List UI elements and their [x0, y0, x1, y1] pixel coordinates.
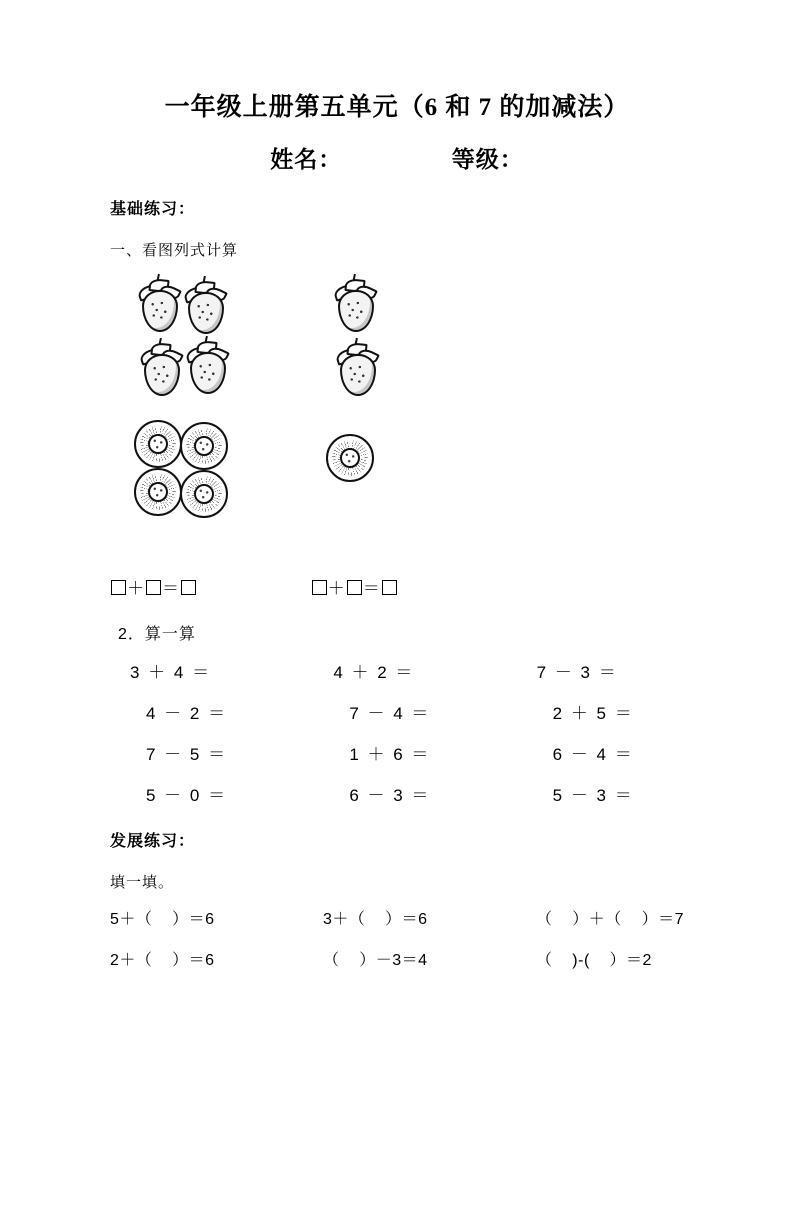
flower-icon [324, 432, 376, 484]
box-equation-1: ＋ ＝ [110, 574, 197, 599]
calculation-grid [130, 658, 740, 806]
strawberry-icon [138, 340, 184, 396]
name-grade-line [72, 141, 722, 174]
fill-in-item: 3＋（ ）＝6 [323, 910, 428, 928]
calculation-row [130, 781, 740, 806]
answer-box[interactable] [111, 580, 126, 595]
calculation-item: 6 － 4 ＝ [552, 744, 634, 764]
calculation-item: 4 － 2 ＝ [146, 703, 228, 723]
strawberry-icon [182, 278, 228, 334]
calculation-item: 7 － 5 ＝ [146, 744, 228, 764]
fill-in-item: 2＋（ ）＝6 [110, 951, 215, 969]
calculation-item: 7 － 4 ＝ [349, 703, 431, 723]
flower-icon [178, 468, 230, 520]
development-practice-heading: 发展练习： [110, 832, 196, 850]
answer-box[interactable] [146, 580, 161, 595]
strawberry-icon [136, 276, 182, 332]
grade-label: 等级： [451, 146, 524, 172]
fill-in-item: （ ）＋（ ）＝7 [536, 910, 684, 928]
fill-in-row [110, 906, 750, 929]
worksheet-page [0, 92, 794, 1215]
calculation-item: 4 ＋ 2 ＝ [333, 662, 415, 682]
strawberry-icon [332, 276, 378, 332]
fill-in-item: （ ）－3＝4 [323, 951, 428, 969]
exercise-1-title: 一、看图列式计算 [110, 241, 239, 259]
calculation-row [130, 658, 740, 683]
answer-box[interactable] [382, 580, 397, 595]
fill-in-item: 5＋（ ）＝6 [110, 910, 215, 928]
flower-icon [132, 418, 184, 470]
flower-icon [132, 466, 184, 518]
fill-in-grid [110, 906, 750, 970]
page-title: 一年级上册第五单元（6 和 7 的加减法） [164, 94, 630, 121]
calculation-item: 1 ＋ 6 ＝ [349, 744, 431, 764]
box-equation-2: ＋ ＝ [311, 574, 398, 599]
answer-box[interactable] [347, 580, 362, 595]
answer-box[interactable] [181, 580, 196, 595]
calculation-item: 5 － 3 ＝ [552, 785, 634, 805]
basic-practice-heading: 基础练习： [110, 200, 196, 218]
name-label: 姓名： [270, 146, 343, 172]
strawberry-icon [184, 338, 230, 394]
calculation-item: 6 － 3 ＝ [349, 785, 431, 805]
calculation-item: 2 ＋ 5 ＝ [552, 703, 634, 723]
exercise-2-title: 2．算一算 [118, 625, 196, 643]
calculation-item: 5 － 0 ＝ [146, 785, 228, 805]
fill-in-row [110, 947, 750, 970]
box-equation-row [110, 574, 722, 599]
answer-box[interactable] [312, 580, 327, 595]
calculation-row [130, 699, 740, 724]
calculation-item: 3 ＋ 4 ＝ [130, 662, 212, 682]
flower-icon [178, 420, 230, 472]
fill-in-item: （ )-( ）＝2 [536, 951, 652, 969]
fill-in-intro: 填一填。 [110, 873, 175, 891]
calculation-item: 7 － 3 ＝ [536, 662, 618, 682]
picture-illustration-area [110, 270, 722, 570]
strawberry-icon [334, 340, 380, 396]
calculation-row [130, 740, 740, 765]
